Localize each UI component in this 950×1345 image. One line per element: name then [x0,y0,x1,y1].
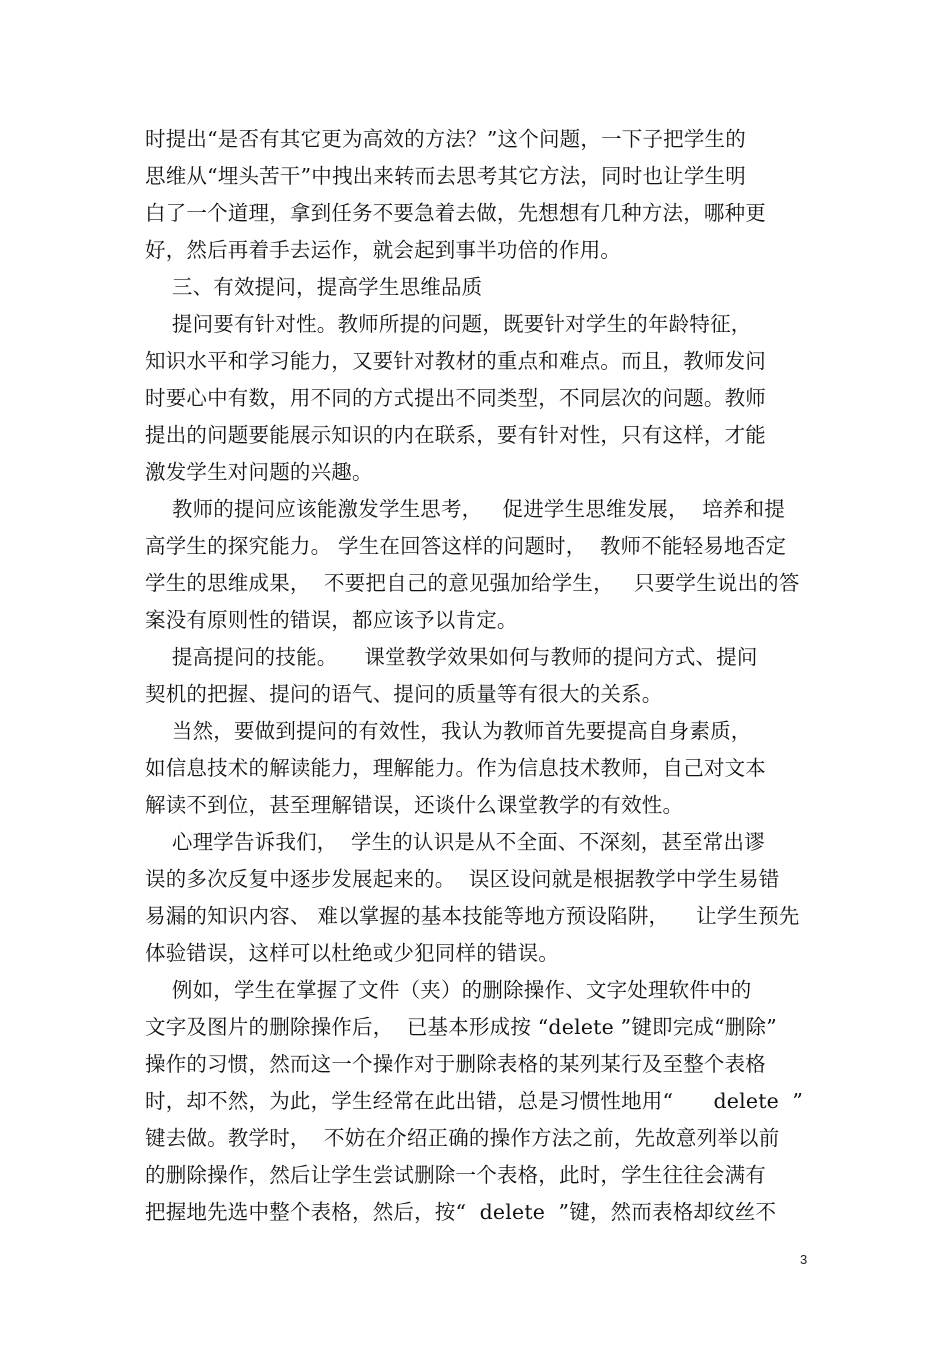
text-line: 提高提问的技能。 课堂教学效果如何与教师的提问方式、提问 [145,645,758,669]
text-line: 操作的习惯，然而这一个操作对于删除表格的某列某行及至整个表格 [145,1052,766,1076]
text-line: 好，然后再着手去运作，就会起到事半功倍的作用。 [145,238,622,262]
text-line: 学生的思维成果， 不要把自己的意见强加给学生， 只要学生说出的答 [145,571,800,595]
text-line: 的删除操作，然后让学生尝试删除一个表格，此时，学生往往会满有 [145,1163,766,1187]
text-line: 体验错误，这样可以杜绝或少犯同样的错误。 [145,941,559,965]
text-line: 时要心中有数，用不同的方式提出不同类型，不同层次的问题。教师 [145,386,766,410]
text-line: 案没有原则性的错误，都应该予以肯定。 [145,608,518,632]
text-line: 文字及图片的删除操作后， 已基本形成按 “delete ”键即完成“删除” [145,1015,777,1039]
section-heading: 三、有效提问，提高学生思维品质 [145,275,483,299]
text-line: 心理学告诉我们， 学生的认识是从不全面、不深刻，甚至常出谬 [145,830,765,854]
text-line: 时提出“是否有其它更为高效的方法？”这个问题，一下子把学生的 [145,127,746,151]
text-line: 契机的把握、提问的语气、提问的质量等有很大的关系。 [145,682,663,706]
text-line: 易漏的知识内容、 难以掌握的基本技能等地方预设陷阱， 让学生预先 [145,904,800,928]
text-line: 当然，要做到提问的有效性，我认为教师首先要提高自身素质， [145,719,752,743]
text-line: 白了一个道理，拿到任务不要急着去做，先想想有几种方法，哪种更 [145,201,766,225]
text-line: 知识水平和学习能力，又要针对教材的重点和难点。而且，教师发问 [145,349,766,373]
text-line: 教师的提问应该能激发学生思考， 促进学生思维发展， 培养和提 [145,497,786,521]
text-line: 例如，学生在掌握了文件（夹）的删除操作、文字处理软件中的 [145,978,752,1002]
text-line: 提出的问题要能展示知识的内在联系，要有针对性，只有这样，才能 [145,423,766,447]
text-line: 把握地先选中整个表格，然后，按“ delete ”键，然而表格却纹丝不 [145,1200,777,1224]
text-line: 高学生的探究能力。 学生在回答这样的问题时， 教师不能轻易地否定 [145,534,787,558]
text-line: 解读不到位，甚至理解错误，还谈什么课堂教学的有效性。 [145,793,684,817]
text-line: 思维从“埋头苦干”中拽出来转而去思考其它方法，同时也让学生明 [145,164,746,188]
text-line: 如信息技术的解读能力，理解能力。作为信息技术教师，自己对文本 [145,756,766,780]
text-line: 时，却不然，为此，学生经常在此出错，总是习惯性地用“ delete ” [145,1089,804,1113]
text-line: 提问要有针对性。教师所提的问题，既要针对学生的年龄特征， [145,312,752,336]
text-line: 误的多次反复中逐步发展起来的。 误区设问就是根据教学中学生易错 [145,867,780,891]
text-line: 激发学生对问题的兴趣。 [145,460,373,484]
text-line: 键去做。教学时， 不妨在介绍正确的操作方法之前，先故意列举以前 [145,1126,780,1150]
page-number: 3 [800,1252,808,1267]
